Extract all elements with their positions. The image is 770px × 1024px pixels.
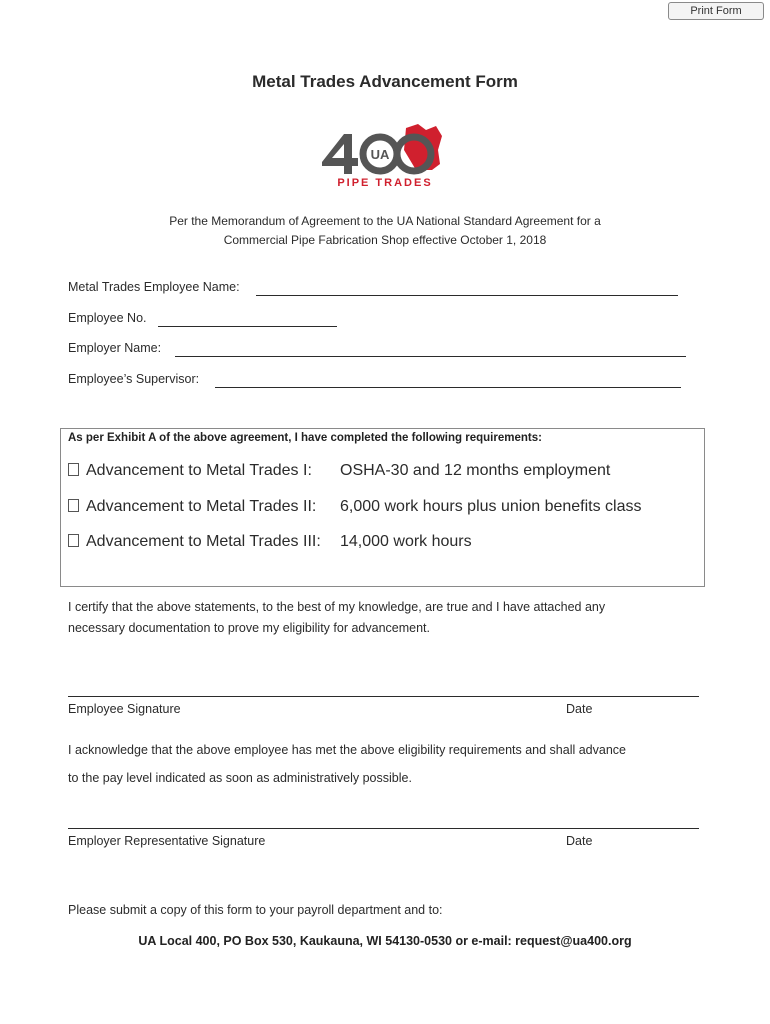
requirement-level: Advancement to Metal Trades III: [86,533,321,550]
employee-name-field[interactable] [256,295,678,296]
employer-signature-label: Employer Representative Signature [68,834,266,848]
employer-name-label: Employer Name: [68,341,162,355]
employer-name-field[interactable] [175,356,686,357]
requirement-row [68,498,316,516]
employee-signature-field[interactable] [68,696,699,697]
requirement-row [68,533,321,551]
intro-line-1: Per the Memorandum of Agreement to the UA National Standard Agreement for a [169,214,601,228]
certify-line-1: I certify that the above statements, to the best of my knowledge, are true and I have attached any [68,600,606,614]
intro-line-2: Commercial Pipe Fabrication Shop effective October 1, 2018 [223,233,547,247]
ua-400-logo-graphic [318,120,452,190]
submit-instructions: Please submit a copy of this form to your payroll department and to: [68,903,443,917]
intro-text [0,212,770,250]
employee-no-label: Employee No. [68,311,147,325]
requirement-criteria: 14,000 work hours [340,533,472,550]
ua-400-logo [318,120,452,190]
metal-trades-2-checkbox[interactable] [68,499,79,512]
employee-signature-label: Employee Signature [68,702,181,716]
certify-line-2: necessary documentation to prove my eligibility for advancement. [68,621,430,635]
requirement-level: Advancement to Metal Trades II: [86,498,317,515]
logo-subtitle: PIPE TRADES [337,177,433,189]
submit-address: UA Local 400, PO Box 530, Kaukauna, WI 54130-0530 or e-mail: request@ua400.org [138,934,632,948]
print-form-button[interactable]: Print Form [668,2,764,20]
requirement-criteria: OSHA-30 and 12 months employment [340,462,611,479]
requirement-criteria: 6,000 work hours plus union benefits class [340,498,642,515]
digit-four [322,134,358,174]
employee-date-label: Date [566,702,593,716]
supervisor-field[interactable] [215,387,681,388]
requirements-heading: As per Exhibit A of the above agreement, I have completed the following requirements: [68,432,542,444]
page-title: Metal Trades Advancement Form [252,72,518,91]
acknowledge-text [68,736,708,792]
acknowledge-line-2: to the pay level indicated as soon as administratively possible. [68,771,412,785]
requirement-level: Advancement to Metal Trades I: [86,462,312,479]
acknowledge-line-1: I acknowledge that the above employee has met the above eligibility requirements and shall advance [68,743,626,757]
certify-text [68,597,708,639]
requirement-row [68,462,312,480]
logo-ua-text: UA [370,147,390,162]
state-shape [404,124,442,170]
metal-trades-3-checkbox[interactable] [68,534,79,547]
employee-no-field[interactable] [158,326,337,327]
employer-signature-field[interactable] [68,828,699,829]
employer-date-label: Date [566,834,593,848]
employee-name-label: Metal Trades Employee Name: [68,280,240,294]
metal-trades-1-checkbox[interactable] [68,463,79,476]
supervisor-label: Employee’s Supervisor: [68,372,200,386]
